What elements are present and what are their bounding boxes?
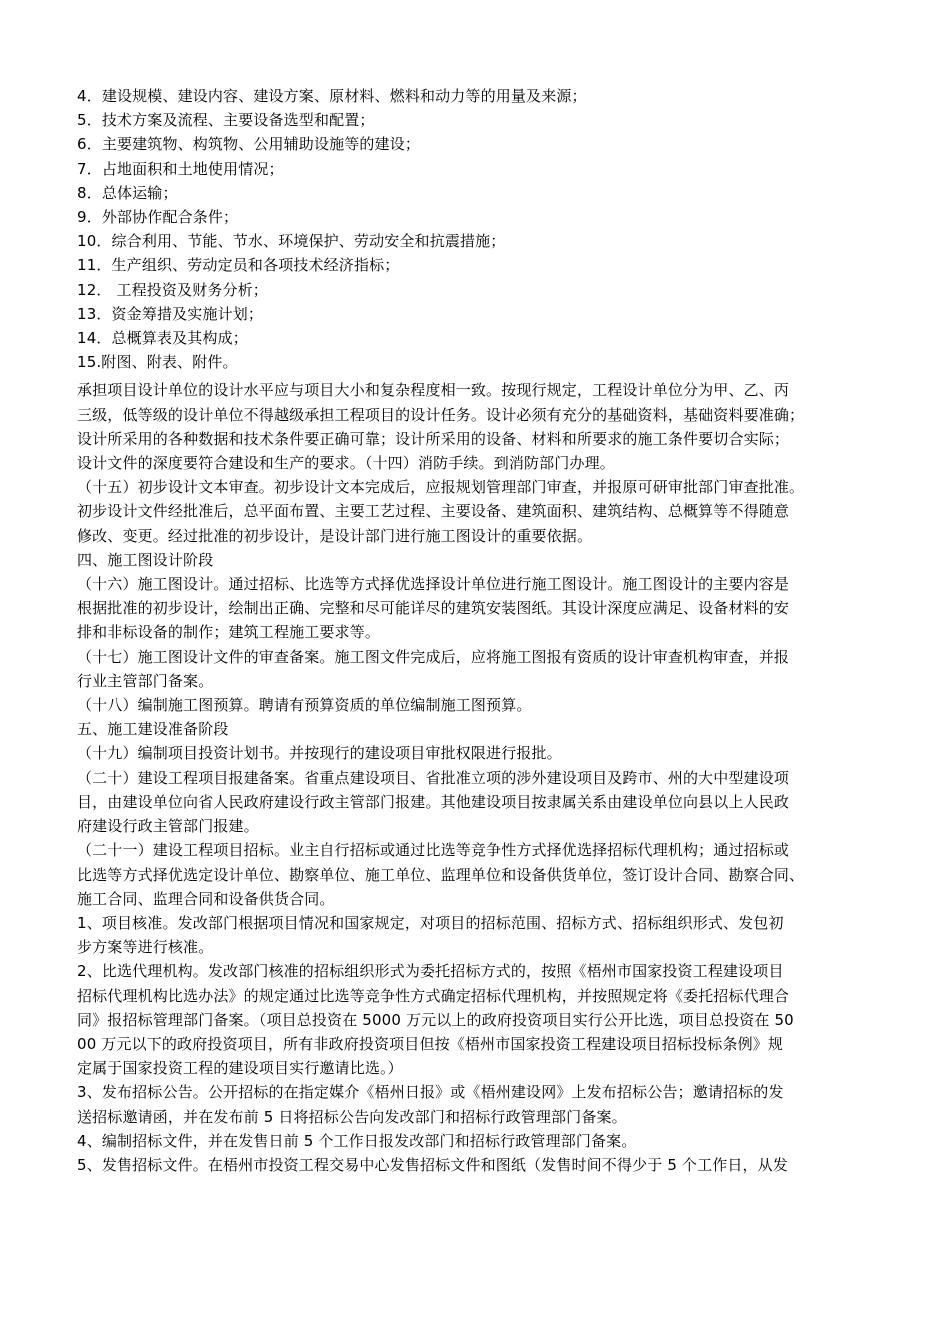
text-line: 送招标邀请函，并在发布前 5 日将招标公告向发改部门和招标行政管理部门备案。 <box>77 1107 627 1126</box>
text-line: 4、编制招标文件，并在发售日前 5 个工作日报发改部门和招标行政管理部门备案。 <box>77 1131 637 1150</box>
text-line: （十六）施工图设计。通过招标、比选等方式择优选择设计单位进行施工图设计。施工图设计的主要内容是 <box>77 575 790 594</box>
text-line: 5．技术方案及流程、主要设备选型和配置； <box>77 111 375 130</box>
text-line: 施工合同、监理合同和设备供货合同。 <box>77 889 335 908</box>
text-line: 15.附图、附表、附件。 <box>77 353 238 372</box>
text-line: 6．主要建筑物、构筑物、公用辅助设施等的建设； <box>77 135 420 154</box>
text-line: 府建设行政主管部门报建。 <box>77 817 259 836</box>
text-line: （十五）初步设计文本审查。初步设计文本完成后，应报规划管理部门审查，并报原可研审批部门审查批准。 <box>77 478 805 497</box>
text-line: 2、比选代理机构。发改部门核准的招标组织形式为委托招标方式的，按照《梧州市国家投资工程建设项目 <box>77 962 784 981</box>
text-line: 目，由建设单位向省人民政府建设行政主管部门报建。其他建设项目按隶属关系由建设单位向县以上人民政 <box>77 792 790 811</box>
text-line: 排和非标设备的制作；建筑工程施工要求等。 <box>77 623 381 642</box>
text-line: 同》报招标管理部门备案。（项目总投资在 5000 万元以上的政府投资项目实行公开比选，项目总投资在 50 <box>77 1010 794 1029</box>
text-line: 5、发售招标文件。在梧州市投资工程交易中心发售招标文件和图纸（发售时间不得少于 5 个工作日，从发 <box>77 1155 788 1174</box>
text-line: 12． 工程投资及财务分析； <box>77 280 268 299</box>
text-line: 招标代理机构比选办法》的规定通过比选等竞争性方式确定招标代理机构，并按照规定将《委托招标代理合 <box>77 986 790 1005</box>
text-line: 比选等方式择优选定设计单位、勘察单位、施工单位、监理单位和设备供货单位，签订设计合同、勘察合同、 <box>77 865 805 884</box>
text-line: 初步设计文件经批准后，总平面布置、主要工艺过程、主要设备、建筑面积、建筑结构、总概算等不得随意 <box>77 502 790 521</box>
text-line: 1、项目核准。发改部门根据项目情况和国家规定，对项目的招标范围、招标方式、招标组织形式、发包初 <box>77 913 784 932</box>
text-line: 设计文件的深度要符合建设和生产的要求。（十四）消防手续。到消防部门办理。 <box>77 454 615 473</box>
text-line: 行业主管部门备案。 <box>77 671 214 690</box>
text-line: 7．占地面积和土地使用情况； <box>77 159 284 178</box>
text-line: 3、发布招标公告。公开招标的在指定媒介《梧州日报》或《梧州建设网》上发布招标公告；邀请招标的发 <box>77 1083 784 1102</box>
text-line: （二十）建设工程项目报建备案。省重点建设项目、省批准立项的涉外建设项目及跨市、州的大中型建设项 <box>77 768 790 787</box>
text-line: 11．生产组织、劳动定员和各项技术经济指标； <box>77 256 400 275</box>
text-line: 14．总概算表及其构成； <box>77 329 248 348</box>
text-line: 根据批准的初步设计，绘制出正确、完整和尽可能详尽的建筑安装图纸。其设计深度应满足、设备材料的安 <box>77 599 790 618</box>
text-line: （二十一）建设工程项目招标。业主自行招标或通过比选等竞争性方式择优选择招标代理机构；通过招标或 <box>77 841 790 860</box>
text-line: （十八）编制施工图预算。聘请有预算资质的单位编制施工图预算。 <box>77 696 532 715</box>
section-heading: 五、施工建设准备阶段 <box>77 720 229 739</box>
document-body <box>77 84 885 1177</box>
text-line: 13．资金筹措及实施计划； <box>77 304 264 323</box>
text-line: 承担项目设计单位的设计水平应与项目大小和复杂程度相一致。按现行规定，工程设计单位分为甲、乙、丙 <box>77 381 790 400</box>
text-line: 三级，低等级的设计单位不得越级承担工程项目的设计任务。设计必须有充分的基础资料，基础资料要准确； <box>77 405 805 424</box>
text-line: 定属于国家投资工程的建设项目实行邀请比选。） <box>77 1059 403 1078</box>
text-line: 9．外部协作配合条件； <box>77 208 239 227</box>
text-line: （十七）施工图设计文件的审查备案。施工图文件完成后，应将施工图报有资质的设计审查机构审查，并报 <box>77 647 790 666</box>
section-heading: 四、施工图设计阶段 <box>77 550 214 569</box>
text-line: 00 万元以下的政府投资项目，所有非政府投资项目但按《梧州市国家投资工程建设项目招标投标条例》规 <box>77 1034 784 1053</box>
text-line: 8．总体运输； <box>77 183 178 202</box>
text-line: （十九）编制项目投资计划书。并按现行的建设项目审批权限进行报批。 <box>77 744 562 763</box>
text-line: 4．建设规模、建设内容、建设方案、原材料、燃料和动力等的用量及来源； <box>77 87 587 105</box>
text-line: 10．综合利用、节能、节水、环境保护、劳动安全和抗震措施； <box>77 232 506 251</box>
text-line: 修改、变更。经过批准的初步设计，是设计部门进行施工图设计的重要依据。 <box>77 526 593 545</box>
text-line: 步方案等进行核准。 <box>77 938 214 957</box>
text-line: 设计所采用的各种数据和技术条件要正确可靠；设计所采用的设备、材料和所要求的施工条件要切合实际； <box>77 429 790 448</box>
